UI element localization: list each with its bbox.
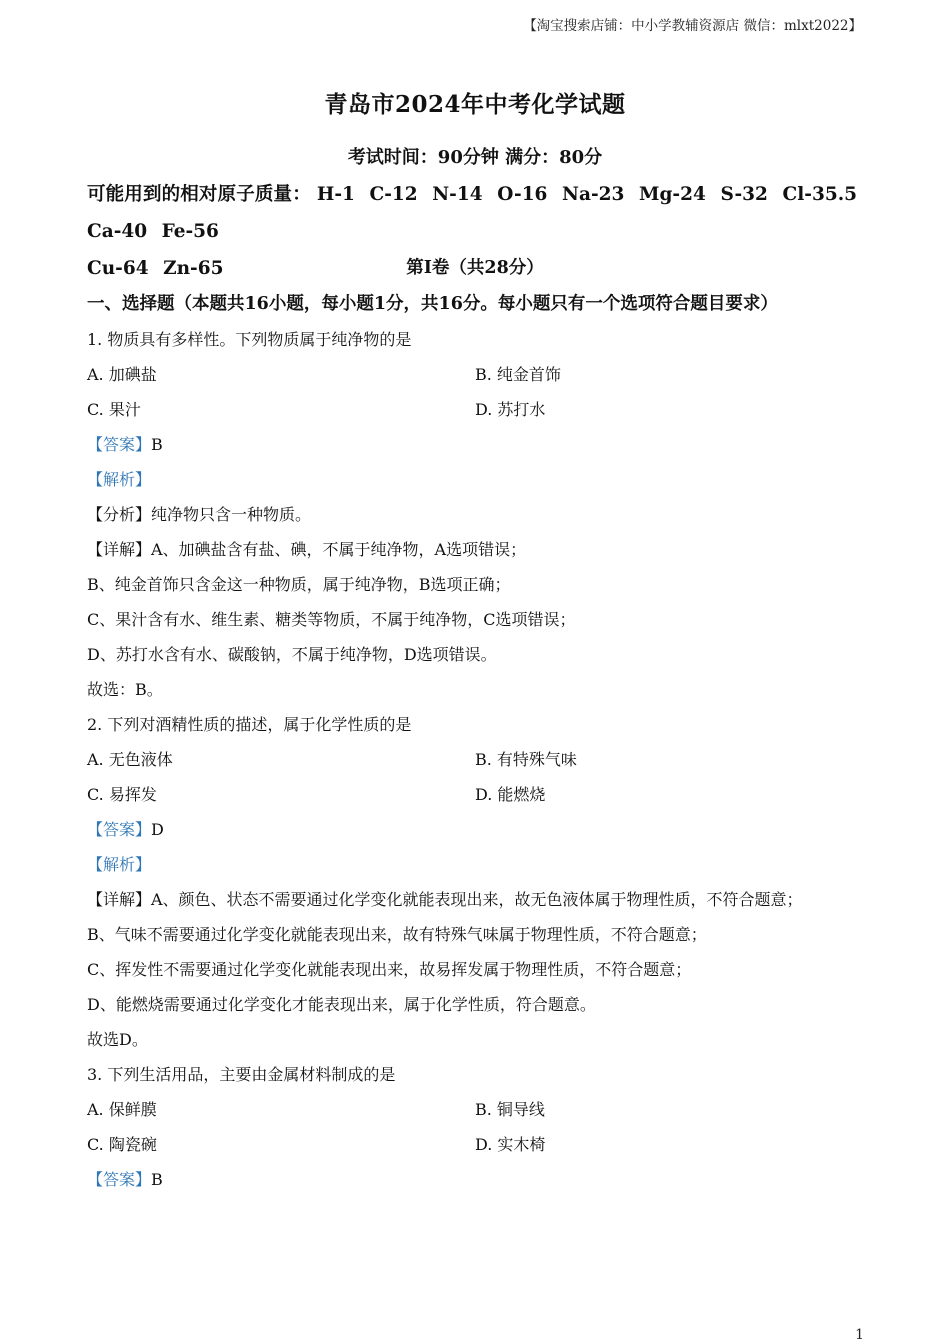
question-stem: 1. 物质具有多样性。下列物质属于纯净物的是 (87, 330, 412, 349)
answer-tag: 【答案】 (87, 1170, 152, 1189)
option-a: A. 加碘盐 (87, 365, 157, 384)
option-c: C. 陶瓷碗 (87, 1135, 157, 1154)
option-d: D. 苏打水 (475, 400, 546, 419)
options-row (87, 392, 867, 427)
explanation-line: D、苏打水含有水、碳酸钠，不属于纯净物，D选项错误。 (87, 645, 497, 664)
explanation-line: C、果汁含有水、维生素、糖类等物质，不属于纯净物，C选项错误； (87, 610, 576, 629)
atomic-mass: Fe-56 (161, 221, 219, 242)
option-d: D. 实木椅 (475, 1135, 546, 1154)
answer-value: D (151, 820, 164, 839)
answer-line (87, 812, 867, 847)
answer-value: B (151, 1170, 163, 1189)
explanation-line: 故选：B。 (87, 680, 163, 699)
question-stem: 2. 下列对酒精性质的描述，属于化学性质的是 (87, 715, 412, 734)
atomic-mass: O-16 (497, 184, 548, 205)
atomic-mass: H-1 (316, 184, 355, 205)
option-a: A. 无色液体 (87, 750, 173, 769)
atomic-masses-label: 可能用到的相对原子质量： (87, 184, 311, 205)
atomic-mass: Zn-65 (163, 258, 224, 279)
options-row (87, 777, 867, 812)
analysis-tag: 【解析】 (87, 470, 152, 489)
options-row (87, 357, 867, 392)
explanation-line: 【分析】纯净物只含一种物质。 (87, 505, 312, 524)
analysis-line (87, 462, 867, 497)
atomic-mass: Ca-40 (87, 221, 148, 242)
atomic-mass: Mg-24 (638, 184, 706, 205)
atomic-mass: Cu-64 (87, 258, 149, 279)
explanation-line: C、挥发性不需要通过化学变化就能表现出来，故易挥发属于物理性质，不符合题意； (87, 960, 692, 979)
atomic-mass: C-12 (369, 184, 418, 205)
answer-value: B (151, 435, 163, 454)
atomic-mass: S-32 (720, 184, 768, 205)
explanation-line: D、能燃烧需要通过化学变化才能表现出来，属于化学性质，符合题意。 (87, 995, 596, 1014)
explanation-line: B、气味不需要通过化学变化就能表现出来，故有特殊气味属于物理性质，不符合题意； (87, 925, 707, 944)
options-row (87, 742, 867, 777)
atomic-mass: N-14 (432, 184, 483, 205)
atomic-mass: Na-23 (562, 184, 625, 205)
section-title: 一、选择题（本题共16小题，每小题1分，共16分。每小题只有一个选项符合题目要求） (87, 294, 778, 314)
option-a: A. 保鲜膜 (87, 1100, 157, 1119)
atomic-mass: Cl-35.5 (782, 184, 858, 205)
analysis-line (87, 847, 867, 882)
option-b: B. 纯金首饰 (475, 365, 561, 384)
option-b: B. 有特殊气味 (475, 750, 577, 769)
questions (87, 322, 867, 1197)
page-title: 青岛市2024年中考化学试题 (324, 91, 626, 118)
options-row (87, 1127, 867, 1162)
answer-line (87, 427, 867, 462)
answer-tag: 【答案】 (87, 820, 152, 839)
answer-tag: 【答案】 (87, 435, 152, 454)
explanation-line: 【详解】A、加碘盐含有盐、碘，不属于纯净物，A选项错误； (87, 540, 527, 559)
exam-info: 考试时间：90分钟 满分：80分 (347, 147, 603, 168)
page-number: 1 (855, 1327, 864, 1343)
question-stem: 3. 下列生活用品，主要由金属材料制成的是 (87, 1065, 396, 1084)
option-d: D. 能燃烧 (475, 785, 546, 804)
explanation-line: 【详解】A、颜色、状态不需要通过化学变化就能表现出来，故无色液体属于物理性质，不符合题意； (87, 890, 803, 909)
volume-title: 第Ⅰ卷（共28分） (406, 258, 544, 278)
option-c: C. 果汁 (87, 400, 141, 419)
explanation-line: 故选D。 (87, 1030, 148, 1049)
analysis-tag: 【解析】 (87, 855, 152, 874)
option-b: B. 铜导线 (475, 1100, 545, 1119)
answer-line (87, 1162, 867, 1197)
explanation-line: B、纯金首饰只含金这一种物质，属于纯净物，B选项正确； (87, 575, 511, 594)
options-row (87, 1092, 867, 1127)
option-c: C. 易挥发 (87, 785, 157, 804)
header-note: 【淘宝搜索店铺：中小学教辅资源店 微信：mlxt2022】 (523, 18, 862, 34)
